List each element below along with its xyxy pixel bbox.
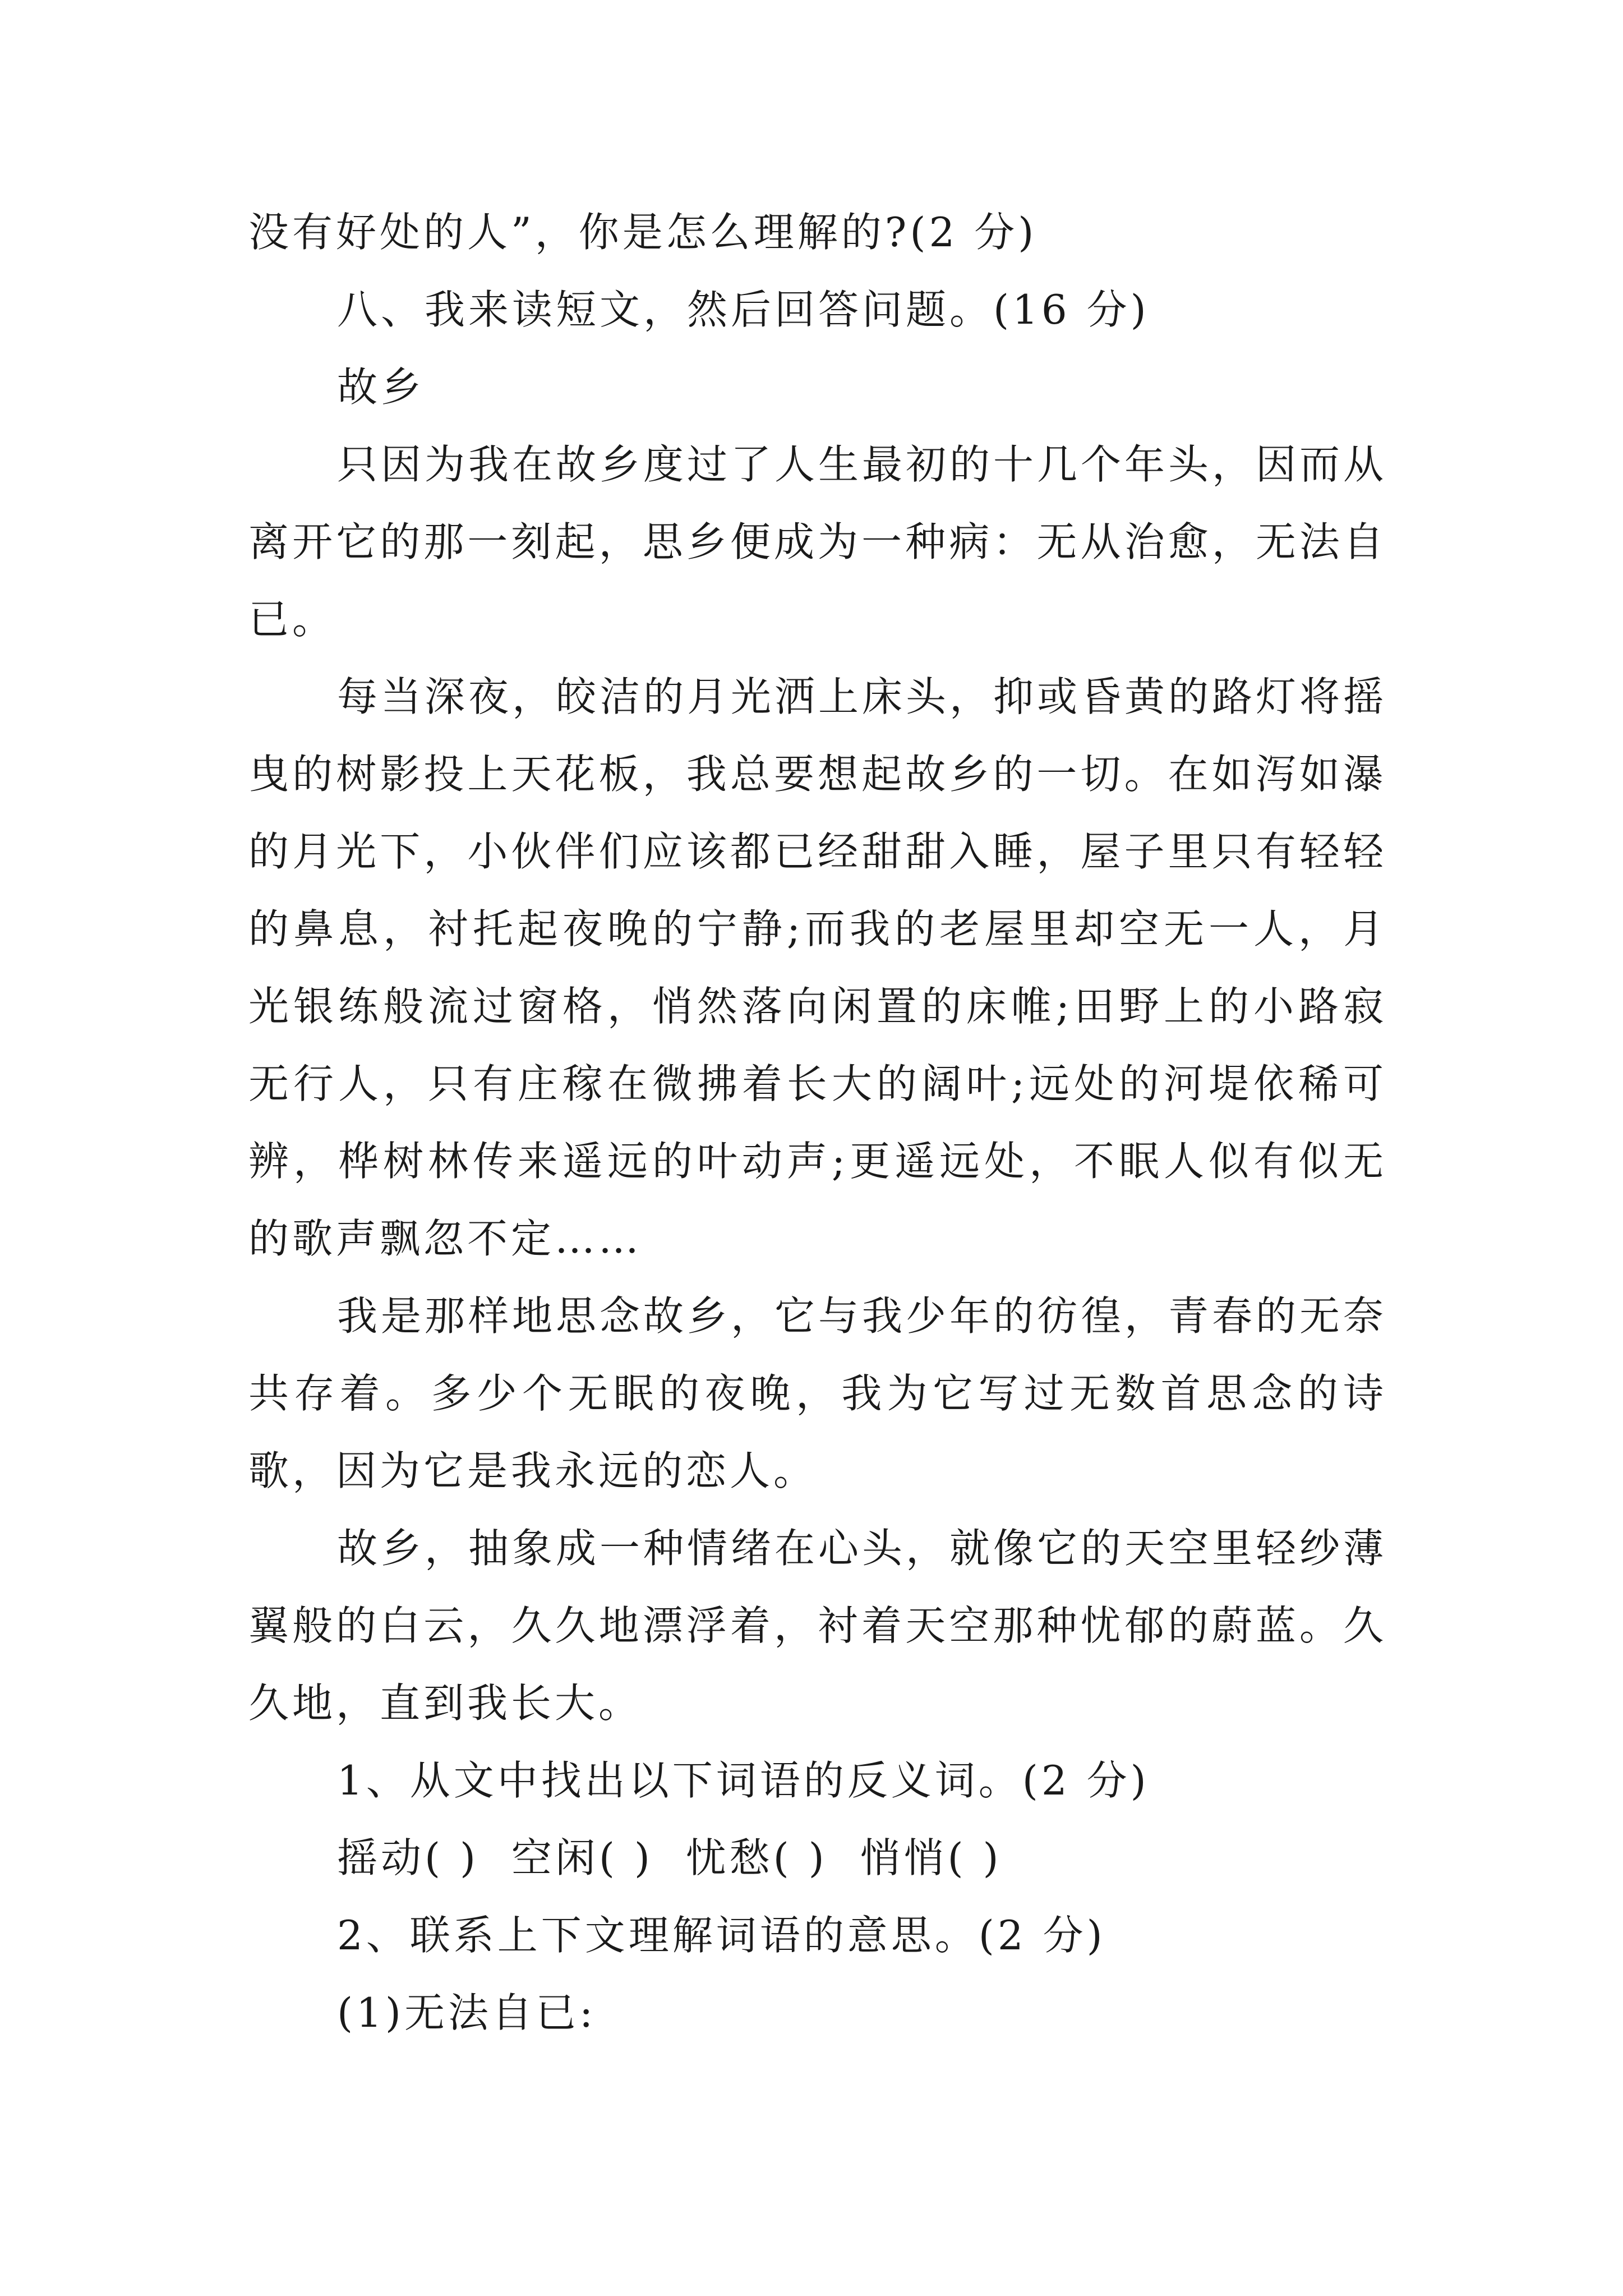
paragraph-4: 故乡，抽象成一种情绪在心头，就像它的天空里轻纱薄翼般的白云，久久地漂浮着，衬着天空那种忧郁的蔚蓝。久久地，直到我长大。 (248, 1525, 1387, 1727)
document-body (248, 194, 1387, 2051)
question-2: 2、联系上下文理解词语的意思。(2 分) (337, 1912, 1106, 1959)
paragraph-3: 我是那样地思念故乡，它与我少年的彷徨，青春的无奈共存着。多少个无眠的夜晚，我为它写过无数首思念的诗歌，因为它是我永远的恋人。 (248, 1292, 1387, 1494)
paragraph-2: 每当深夜，皎洁的月光洒上床头，抑或昏黄的路灯将摇曳的树影投上天花板，我总要想起故乡的一切。在如泻如瀑的月光下，小伙伴们应该都已经甜甜入睡，屋子里只有轻轻的鼻息，衬托起夜晚的宁静;而我的老屋里却空无一人，月光银练般流过窗格，悄然落向闲置的床帷;田野上的小路寂无行人，只有庄稼在微拂着长大的阔叶;远处的河堤依稀可辨，桦树林传来遥远的叶动声;更遥远处，不眠人似有似无的歌声飘忽不定…… (248, 673, 1387, 1262)
question-1-words: 摇动( ) 空闲( ) 忧愁( ) 悄悄( ) (337, 1834, 1002, 1881)
question-1: 1、从文中找出以下词语的反义词。(2 分) (337, 1757, 1150, 1804)
question-2-item-1: (1)无法自已: (337, 1989, 597, 2036)
article-title: 故乡 (337, 364, 425, 411)
paragraph-1: 只因为我在故乡度过了人生最初的十几个年头，因而从离开它的那一刻起，思乡便成为一种病：无从治愈，无法自已。 (248, 441, 1387, 643)
continuation-line: 没有好处的人”，你是怎么理解的?(2 分) (248, 209, 1038, 256)
section-heading: 八、我来读短文，然后回答问题。(16 分) (337, 286, 1150, 333)
